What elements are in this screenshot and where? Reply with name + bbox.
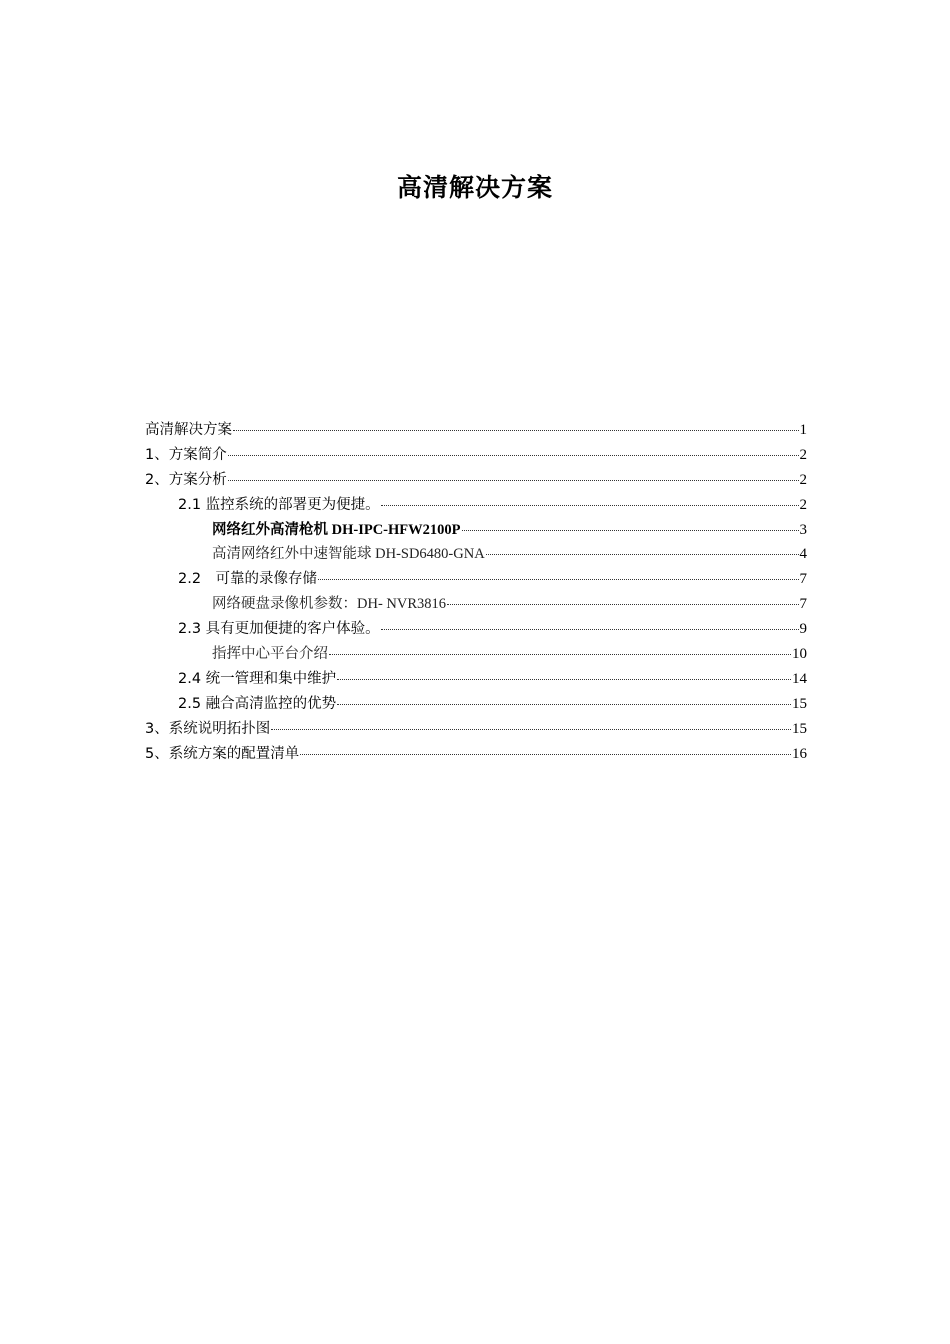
- toc-entry-label: 网络硬盘录像机参数：DH- NVR3816: [212, 596, 447, 613]
- toc-entry-label: 2.1 监控系统的部署更为便捷。: [178, 496, 380, 513]
- toc-entry-label: 网络红外高清枪机 DH-IPC-HFW2100P: [212, 521, 461, 538]
- toc-dot-leader: [271, 729, 791, 730]
- toc-entry[interactable]: [145, 692, 807, 717]
- toc-entry[interactable]: [145, 493, 807, 518]
- toc-entry-label: 高清解决方案: [145, 422, 232, 438]
- toc-dot-leader: [447, 604, 798, 605]
- toc-entry-label: 2、方案分析: [145, 471, 227, 488]
- toc-entry[interactable]: [145, 742, 807, 767]
- toc-dot-leader: [381, 629, 799, 630]
- toc-page-number: 10: [792, 646, 807, 663]
- toc-page-number: 2: [799, 446, 807, 463]
- toc-entry-label: 2.3 具有更加便捷的客户体验。: [178, 621, 380, 638]
- toc-entry[interactable]: [145, 468, 807, 493]
- toc-entry[interactable]: [145, 617, 807, 642]
- toc-dot-leader: [329, 654, 791, 655]
- toc-entry[interactable]: [145, 567, 807, 592]
- toc-page-number: 15: [792, 720, 807, 737]
- toc-page-number: 2: [799, 471, 807, 488]
- toc-entry[interactable]: [145, 542, 807, 567]
- toc-page-number: 14: [792, 670, 807, 687]
- toc-entry[interactable]: [145, 418, 807, 443]
- document-title: 高清解决方案: [396, 173, 553, 202]
- toc-entry-label: 5、系统方案的配置清单: [145, 745, 300, 762]
- toc-entry[interactable]: [145, 667, 807, 692]
- toc-entry-label: 3、系统说明拓扑图: [145, 720, 271, 737]
- toc-entry-label: 2.4 统一管理和集中维护: [178, 670, 337, 687]
- toc-page-number: 9: [799, 621, 807, 638]
- toc-dot-leader: [462, 530, 799, 531]
- toc-dot-leader: [337, 679, 791, 680]
- toc-page-number: 3: [799, 521, 807, 538]
- toc-entry-label: 2.5 融合高清监控的优势: [178, 695, 337, 712]
- toc-entry[interactable]: [145, 592, 807, 617]
- toc-dot-leader: [318, 579, 798, 580]
- toc-page-number: 4: [799, 546, 807, 563]
- toc-entry[interactable]: [145, 642, 807, 667]
- toc-entry[interactable]: [145, 443, 807, 468]
- toc-entry-label: 1、方案简介: [145, 446, 227, 463]
- toc-dot-leader: [233, 430, 799, 431]
- toc-page-number: 2: [799, 496, 807, 513]
- toc-page-number: 16: [792, 745, 807, 762]
- table-of-contents: [145, 418, 807, 766]
- toc-entry[interactable]: [145, 717, 807, 742]
- toc-page-number: 7: [799, 596, 807, 613]
- toc-dot-leader: [337, 704, 791, 705]
- toc-entry-label: 高清网络红外中速智能球 DH-SD6480-GNA: [212, 546, 485, 563]
- toc-dot-leader: [228, 480, 799, 481]
- toc-page-number: 15: [792, 695, 807, 712]
- toc-entry-label: 2.2 可靠的录像存储: [178, 571, 318, 588]
- toc-entry[interactable]: [145, 518, 807, 543]
- toc-dot-leader: [228, 455, 799, 456]
- toc-dot-leader: [300, 754, 791, 755]
- toc-page-number: 1: [799, 422, 807, 438]
- toc-entry-label: 指挥中心平台介绍: [212, 646, 328, 663]
- toc-dot-leader: [381, 505, 799, 506]
- toc-page-number: 7: [799, 571, 807, 588]
- toc-dot-leader: [486, 554, 799, 555]
